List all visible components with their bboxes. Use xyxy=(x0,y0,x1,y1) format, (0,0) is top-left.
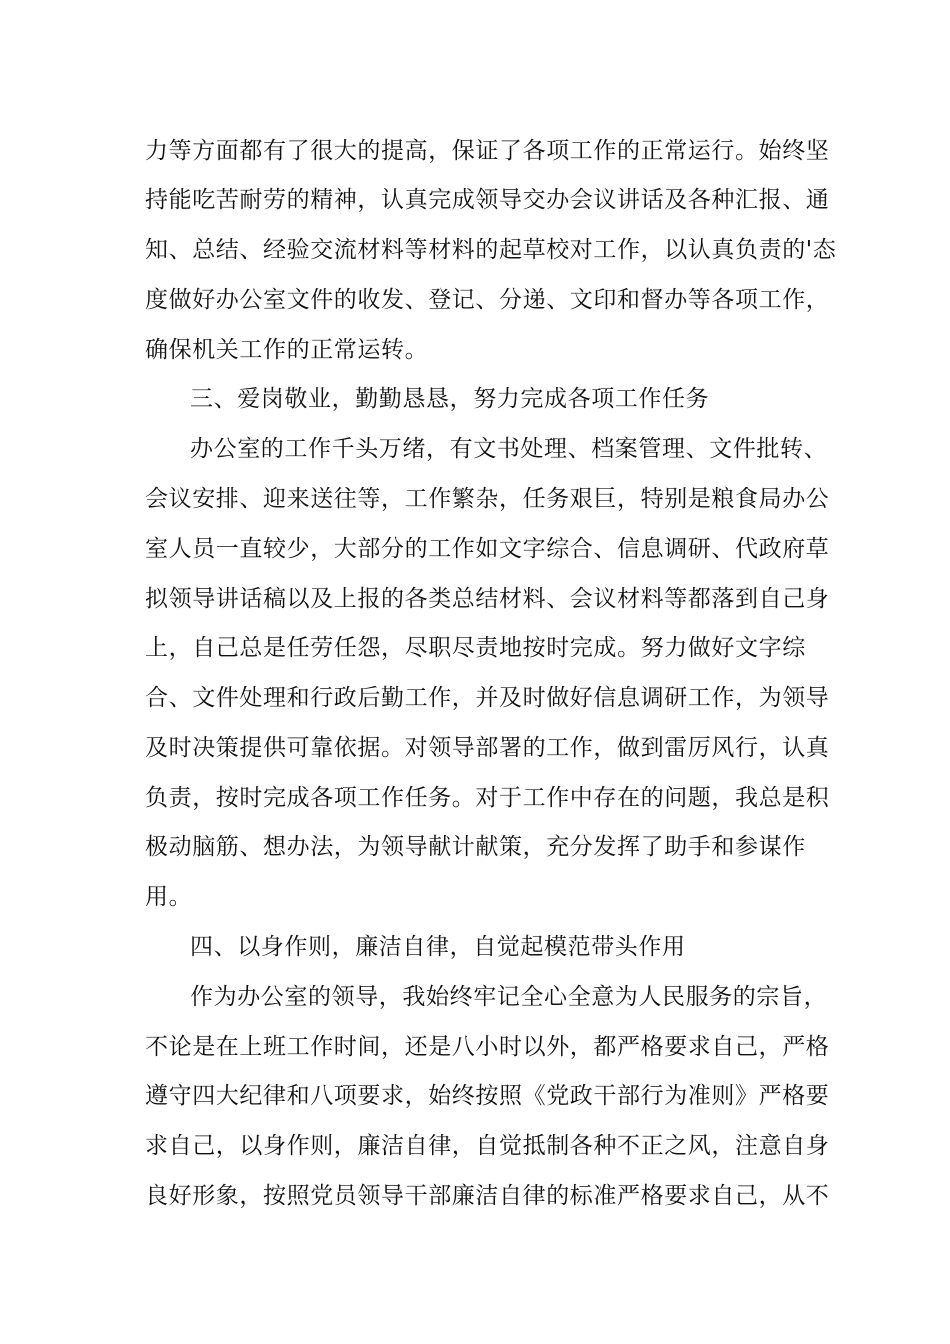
paragraph-line: 极动脑筋、想办法，为领导献计献策，充分发挥了助手和参谋作 xyxy=(145,834,806,860)
paragraph-line: 求自己，以身作则，廉洁自律，自觉抵制各种不正之风，注意自身 xyxy=(145,1133,830,1159)
paragraph-line: 良好形象，按照党员领导干部廉洁自律的标准严格要求自己，从不 xyxy=(145,1183,830,1209)
paragraph-line: 遵守四大纪律和八项要求，始终按照《党政干部行为准则》严格要 xyxy=(145,1083,830,1109)
paragraph-line: 上，自己总是任劳任怨，尽职尽责地按时完成。努力做好文字综 xyxy=(145,635,806,661)
paragraph-line: 度做好办公室文件的收发、登记、分递、文印和督办等各项工作， xyxy=(145,287,830,313)
paragraph-line: 负责，按时完成各项工作任务。对于工作中存在的问题，我总是积 xyxy=(145,785,830,811)
paragraph-line: 不论是在上班工作时间，还是八小时以外，都严格要求自己，严格 xyxy=(145,1034,830,1060)
paragraph-line: 办公室的工作千头万绪，有文书处理、档案管理、文件批转、 xyxy=(190,436,828,462)
paragraph-line: 确保机关工作的正常运转。 xyxy=(145,337,429,363)
paragraph-line: 室人员一直较少，大部分的工作如文字综合、信息调研、代政府草 xyxy=(145,536,830,562)
paragraph-line: 力等方面都有了很大的提高，保证了各项工作的正常运行。始终坚 xyxy=(145,138,830,164)
paragraph-line: 拟领导讲话稿以及上报的各类总结材料、会议材料等都落到自己身 xyxy=(145,586,830,612)
paragraph-line: 会议安排、迎来送往等，工作繁杂，任务艰巨，特别是粮食局办公 xyxy=(145,486,830,512)
paragraph-line: 知、总结、经验交流材料等材料的起草校对工作，以认真负责的'态 xyxy=(145,237,837,263)
paragraph-line: 用。 xyxy=(145,884,193,910)
paragraph-line: 持能吃苦耐劳的精神，认真完成领导交办会议讲话及各种汇报、通 xyxy=(145,187,830,213)
paragraph-line: 合、文件处理和行政后勤工作，并及时做好信息调研工作，为领导 xyxy=(145,685,830,711)
section-heading-three: 三、爱岗敬业，勤勤恳恳，努力完成各项工作任务 xyxy=(190,386,710,412)
paragraph-line: 及时决策提供可靠依据。对领导部署的工作，做到雷厉风行，认真 xyxy=(145,735,830,761)
paragraph-line: 作为办公室的领导，我始终牢记全心全意为人民服务的宗旨， xyxy=(190,984,828,1010)
section-heading-four: 四、以身作则，廉洁自律，自觉起模范带头作用 xyxy=(190,934,686,960)
